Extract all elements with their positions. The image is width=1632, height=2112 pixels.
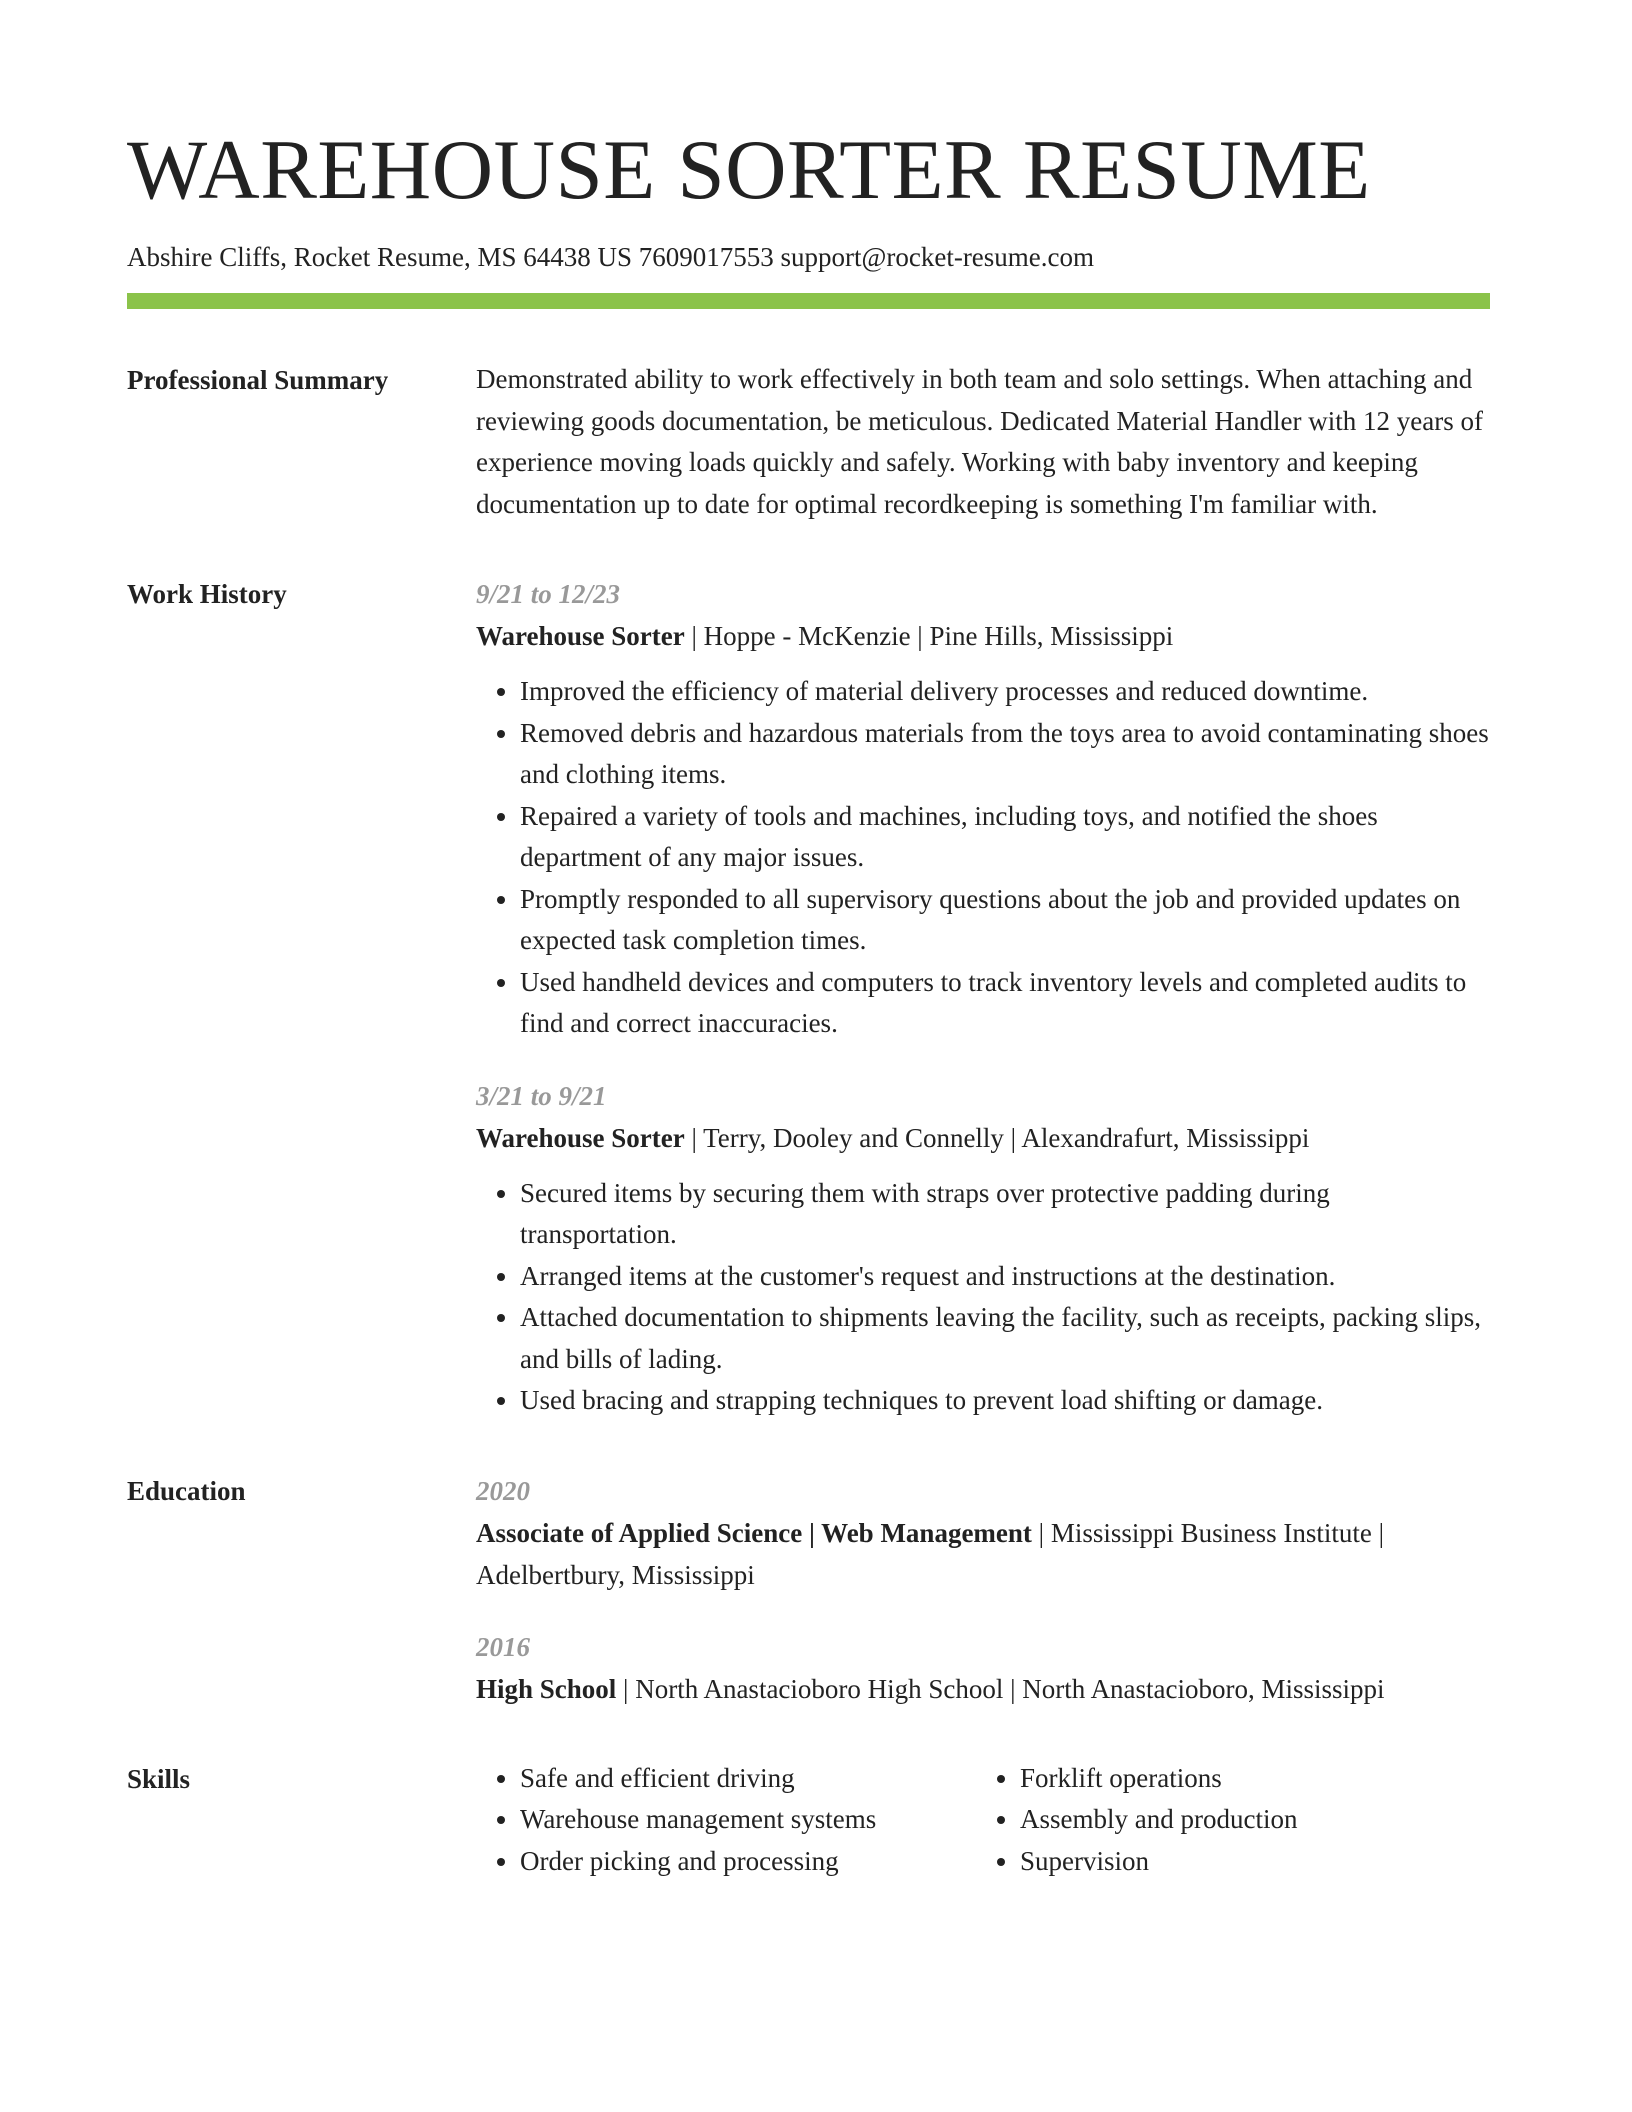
accent-divider <box>127 293 1490 309</box>
job-dates: 3/21 to 9/21 <box>476 1080 607 1111</box>
job-dates: 9/21 to 12/23 <box>476 579 621 609</box>
list-item: • Arranged items at the customer's request and instructions at the destination. <box>520 1256 1490 1298</box>
list-item: • Used handheld devices and computers to track inventory levels and completed audits to find and correct inaccuracies. <box>520 962 1490 1045</box>
skill-item: • Warehouse management systems <box>520 1799 976 1841</box>
job-role-line <box>476 1117 1490 1159</box>
job-title: Warehouse Sorter <box>476 1122 685 1153</box>
list-item: • Secured items by securing them with straps over protective padding during transportation. <box>520 1173 1490 1256</box>
skill-item: • Assembly and production <box>1020 1799 1297 1841</box>
list-item: • Promptly responded to all supervisory questions about the job and provided updates on expected task completion times. <box>520 879 1490 962</box>
summary-text: Demonstrated ability to work effectively in both team and solo settings. When attaching and reviewing goods documentation, be meticulous. Dedicated Material Handler with 12 years of experience moving loads quickly and safely. Working with baby inventory and keeping documentation up to date for optimal recordkeeping is something I'm familiar with. <box>476 364 1483 519</box>
education-degree: High School <box>476 1673 617 1704</box>
job-entry <box>476 573 1490 1045</box>
list-item: • Used bracing and strapping techniques to prevent load shifting or damage. <box>520 1380 1490 1422</box>
education-line <box>476 1512 1490 1596</box>
job-details: | Hoppe - McKenzie | Pine Hills, Mississippi <box>684 621 1174 651</box>
skill-item: • Supervision <box>1020 1841 1297 1883</box>
job-bullets <box>476 671 1490 1045</box>
education-body <box>476 1470 1490 1710</box>
job-details: | Terry, Dooley and Connelly | Alexandrafurt, Mississippi <box>684 1122 1310 1153</box>
job-entry <box>476 1075 1490 1422</box>
job-role-line <box>476 615 1490 657</box>
work-history-section <box>127 573 1490 1422</box>
skills-column-1 <box>476 1758 976 1883</box>
contact-line: Abshire Cliffs, Rocket Resume, MS 64438 US 7609017553 support@rocket-resume.com <box>127 242 1095 272</box>
education-degree: Associate of Applied Science | Web Management <box>476 1517 1032 1548</box>
education-year: 2020 <box>476 1475 530 1506</box>
education-entry <box>476 1626 1490 1710</box>
resume-page <box>127 118 1490 1882</box>
job-title: Warehouse Sorter <box>476 621 685 651</box>
skill-item: • Forklift operations <box>1020 1758 1297 1800</box>
section-label-skills: Skills <box>127 1763 191 1794</box>
work-history-body <box>476 573 1490 1422</box>
education-line <box>476 1668 1490 1710</box>
education-details: | Mississippi Business Institute | Adelbertbury, Mississippi <box>476 1517 1385 1590</box>
job-bullets <box>476 1173 1490 1422</box>
skills-body <box>476 1758 1490 1883</box>
section-label-education: Education <box>127 1475 246 1506</box>
skills-section <box>127 1758 1490 1883</box>
education-section <box>127 1470 1490 1710</box>
education-year: 2016 <box>476 1631 530 1662</box>
list-item: • Removed debris and hazardous materials from the toys area to avoid contaminating shoes and clothing items. <box>520 713 1490 796</box>
list-item: • Repaired a variety of tools and machines, including toys, and notified the shoes department of any major issues. <box>520 796 1490 879</box>
section-label-work-history: Work History <box>127 579 287 609</box>
skill-item: • Safe and efficient driving <box>520 1758 976 1800</box>
skill-item: • Order picking and processing <box>520 1841 976 1883</box>
education-details: | North Anastacioboro High School | North Anastacioboro, Mississippi <box>616 1673 1385 1704</box>
skills-column-2 <box>976 1758 1297 1883</box>
summary-section <box>127 359 1490 525</box>
resume-title: WAREHOUSE SORTER RESUME <box>127 123 1371 217</box>
education-entry <box>476 1470 1490 1596</box>
list-item: • Improved the efficiency of material delivery processes and reduced downtime. <box>520 671 1490 713</box>
list-item: • Attached documentation to shipments leaving the facility, such as receipts, packing slips, and bills of lading. <box>520 1297 1490 1380</box>
section-label-summary: Professional Summary <box>127 365 389 395</box>
